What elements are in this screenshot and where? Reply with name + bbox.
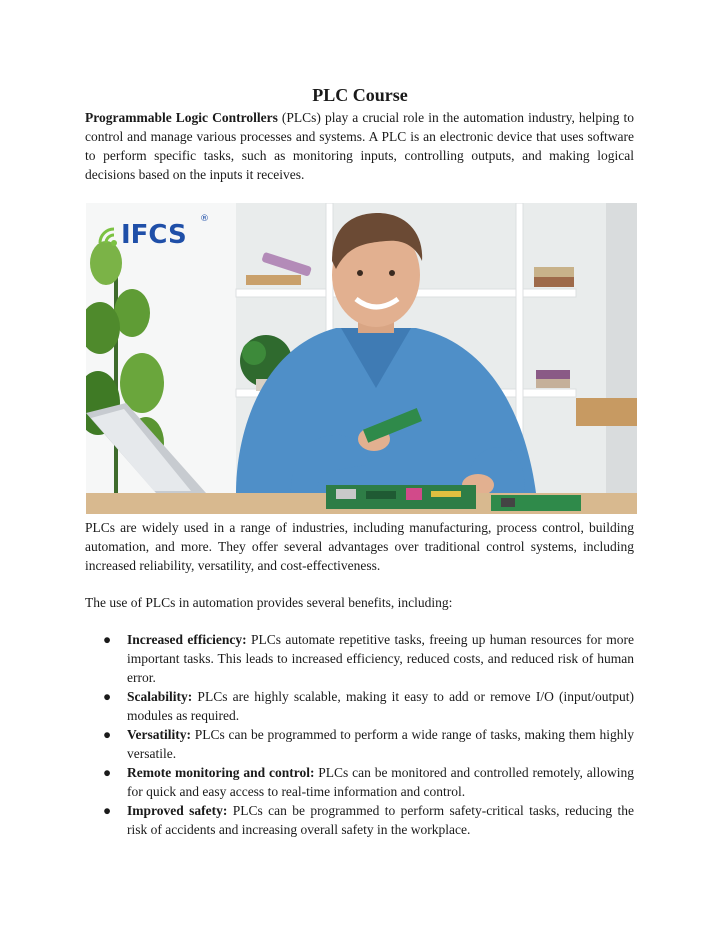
hero-image: [86, 203, 637, 514]
bullet-icon: ●: [103, 803, 112, 818]
benefit-text: PLCs are highly scalable, making it easy to add or remove I/O (input/output) modules as required.: [127, 689, 634, 723]
bullet-icon: ●: [103, 727, 112, 742]
benefit-term: Improved safety:: [127, 803, 228, 818]
benefit-term: Increased efficiency:: [127, 632, 247, 647]
list-item: [85, 687, 634, 725]
benefit-text: PLCs automate repetitive tasks, freeing up human resources for more important tasks. This leads to increased efficiency, reduced costs, and reduced risk of human error.: [127, 632, 634, 685]
list-item: [85, 763, 634, 801]
benefit-text: PLCs can be monitored and controlled remotely, allowing for quick and easy access to real-time information and control.: [127, 765, 634, 799]
logo-registered-mark: ®: [200, 214, 209, 224]
bullet-icon: ●: [103, 689, 112, 704]
page-title: PLC Course: [312, 85, 408, 105]
bullet-icon: ●: [103, 765, 112, 780]
logo-text: IFCS: [121, 220, 187, 250]
usage-paragraph: PLCs are widely used in a range of industries, including manufacturing, process control, building automation, and more. They offer several advantages over traditional control systems, including increased reliability, versatility, and cost-effectiveness.: [85, 520, 634, 573]
intro-text: (PLCs) play a crucial role in the automation industry, helping to control and manage various processes and systems. A PLC is an electronic device that uses software to perform specific tasks, such as monitoring inputs, controlling outputs, and making logical decisions based on the inputs it receives.: [85, 110, 634, 182]
list-item: [85, 725, 634, 763]
benefit-text: PLCs can be programmed to perform safety-critical tasks, reducing the risk of accidents and increasing overall safety in the workplace.: [127, 803, 634, 837]
benefit-term: Scalability:: [127, 689, 193, 704]
bullet-icon: ●: [103, 632, 112, 647]
list-item: [85, 801, 634, 839]
list-item: [85, 630, 634, 687]
benefits-list: [85, 630, 634, 839]
intro-paragraph: [85, 108, 634, 184]
benefit-term: Remote monitoring and control:: [127, 765, 315, 780]
benefit-term: Versatility:: [127, 727, 191, 742]
benefits-intro-paragraph: The use of PLCs in automation provides several benefits, including:: [85, 595, 453, 610]
benefit-text: PLCs can be programmed to perform a wide range of tasks, making them highly versatile.: [127, 727, 634, 761]
intro-bold-lead: Programmable Logic Controllers: [85, 110, 278, 125]
